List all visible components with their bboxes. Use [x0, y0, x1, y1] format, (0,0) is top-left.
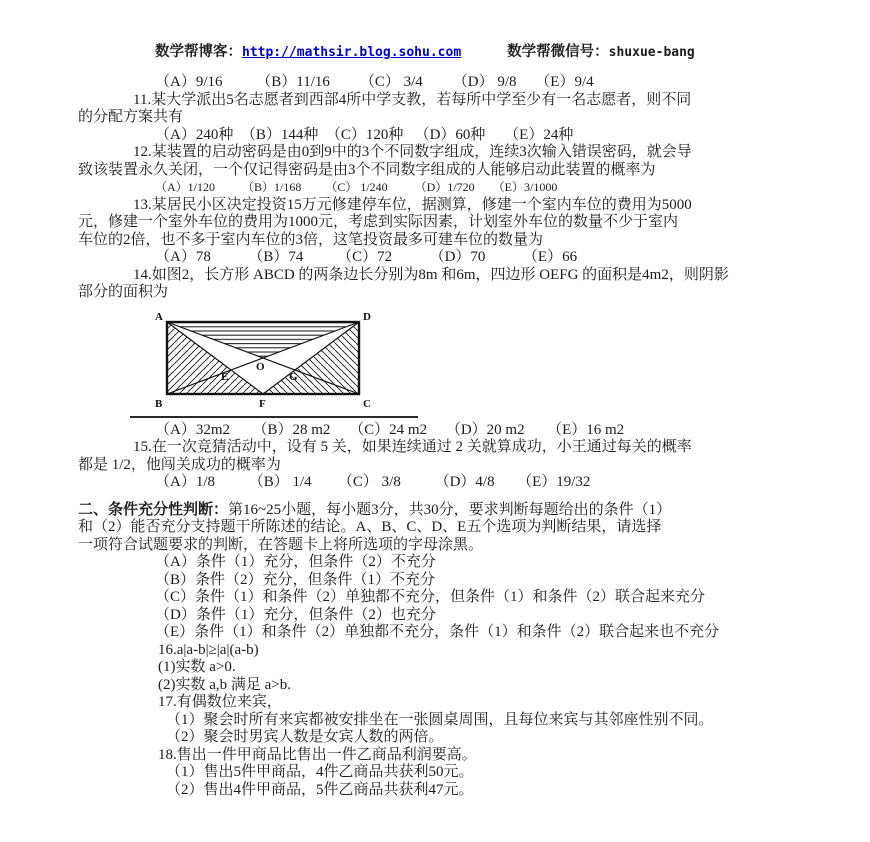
figure-label-g: G: [289, 370, 298, 383]
text-line: （A）240种 （B）144种 （C）120种 （D）60种 （E）24种: [155, 126, 574, 143]
figure-label-f: F: [259, 397, 266, 410]
text-line: 的分配方案共有: [78, 109, 184, 125]
figure-label-b: B: [155, 397, 163, 410]
wechat-label: 数学帮微信号：: [507, 44, 609, 60]
text-line: （B）条件（2）充分，但条件（1）不充分: [155, 571, 436, 588]
text-line: (2)实数 a,b 满足 a>b.: [158, 676, 292, 693]
text-line: 部分的面积为: [78, 284, 169, 300]
text-line: 一项符合试题要求的判断，在答题卡上将所选项的字母涂黑。: [78, 536, 484, 553]
text-line: 二、条件充分性判断：第16~25小题，每小题3分，共30分，要求判断每题给出的条件（1）: [78, 501, 672, 518]
text-line: （A）1/8 （B） 1/4 （C） 3/8 （D）4/8 （E）19/32: [155, 474, 591, 490]
geometry-figure-svg: [153, 308, 393, 410]
text-line: （2）售出4件甲商品，5件乙商品共获利47元。: [166, 781, 474, 798]
text-line: （1）售出5件甲商品，4件乙商品共获利50元。: [166, 764, 474, 780]
text-line: 17.有偶数位来宾，: [158, 694, 282, 710]
figure-label-e: E: [221, 370, 229, 383]
blog-link[interactable]: http://mathsir.blog.sohu.com: [242, 45, 462, 60]
text-line: （C）条件（1）和条件（2）单独都不充分，但条件（1）和条件（2）联合起来充分: [155, 589, 706, 605]
text-line: （A）9/16 （B）11/16 （C） 3/4 （D） 9/8 （E）9/4: [155, 74, 594, 90]
question-text-block-top: [78, 74, 870, 302]
text-line: （A）78 （B）74 （C）72 （D）70 （E）66: [155, 249, 578, 265]
figure-rectangle-diagram: [153, 308, 870, 410]
text-line: 11.某大学派出5名志愿者到西部4所中学支教，若每所中学至少有一名志愿者，则不同: [133, 91, 692, 108]
text-line: 致该装置永久关闭，一个仅记得密码是由3个不同数字组成的人能够启动此装置的概率为: [78, 161, 656, 178]
wechat-id: shuxue-bang: [608, 45, 695, 60]
text-line: 15.在一次竞猜活动中，设有 5 关，如果连续通过 2 关就算成功，小王通过每关的概率: [133, 439, 692, 455]
text-line: （A）32m2 （B）28 m2 （C）24 m2 （D）20 m2 （E）16 m2: [155, 421, 625, 438]
page-header: [78, 40, 870, 60]
text-line: 14.如图2，长方形 ABCD 的两条边长分别为8m 和6m，四边形 OEFG 的面积是4m2，则阴影: [133, 266, 729, 283]
question-text-block-bottom: [78, 422, 870, 800]
text-line: 13.某居民小区决定投资15万元修建停车位，据测算，修建一个室内车位的费用为5000: [133, 196, 692, 213]
text-line: (1)实数 a>0.: [158, 659, 236, 675]
figure-label-c: C: [363, 397, 371, 410]
text-line: 12.某装置的启动密码是由0到9中的3个不同数字组成，连续3次输入错误密码，就会导: [133, 144, 692, 160]
text-line: 16.a|a-b|≥|a|(a-b): [158, 641, 259, 658]
text-line: 都是 1/2，他闯关成功的概率为: [78, 456, 281, 473]
figure-label-a: A: [155, 310, 163, 323]
figure-label-o: O: [256, 360, 265, 373]
text-line: 元，修建一个室外车位的费用为1000元，考虑到实际因素，计划室外车位的数量不少于室内: [78, 214, 679, 230]
figure-label-d: D: [363, 310, 371, 323]
text-line: （1）聚会时所有来宾都被安排坐在一张圆桌周围，且每位来宾与其邻座性别不同。: [166, 711, 714, 728]
text-line: 18.售出一件甲商品比售出一件乙商品利润要高。: [158, 746, 477, 763]
blog-label: 数学帮博客：: [155, 44, 242, 60]
text-line: （A）1/120 （B）1/168 （C） 1/240 （D）1/720 （E）3/1000: [155, 180, 558, 194]
text-line: （E）条件（1）和条件（2）单独都不充分，条件（1）和条件（2）联合起来也不充分: [155, 624, 720, 640]
text-line: 和（2）能否充分支持题干所陈述的结论。A、B、C、D、E五个选项为判断结果，请选择: [78, 519, 662, 535]
text-line: （A）条件（1）充分，但条件（2）不充分: [155, 554, 436, 570]
answer-blank-line: [130, 416, 418, 418]
text-line: 车位的2倍，也不多于室内车位的3倍，这笔投资最多可建车位的数量为: [78, 231, 544, 248]
text-line: （D）条件（1）充分，但条件（2）也充分: [155, 606, 436, 623]
text-line: （2）聚会时男宾人数是女宾人数的两倍。: [166, 729, 444, 745]
